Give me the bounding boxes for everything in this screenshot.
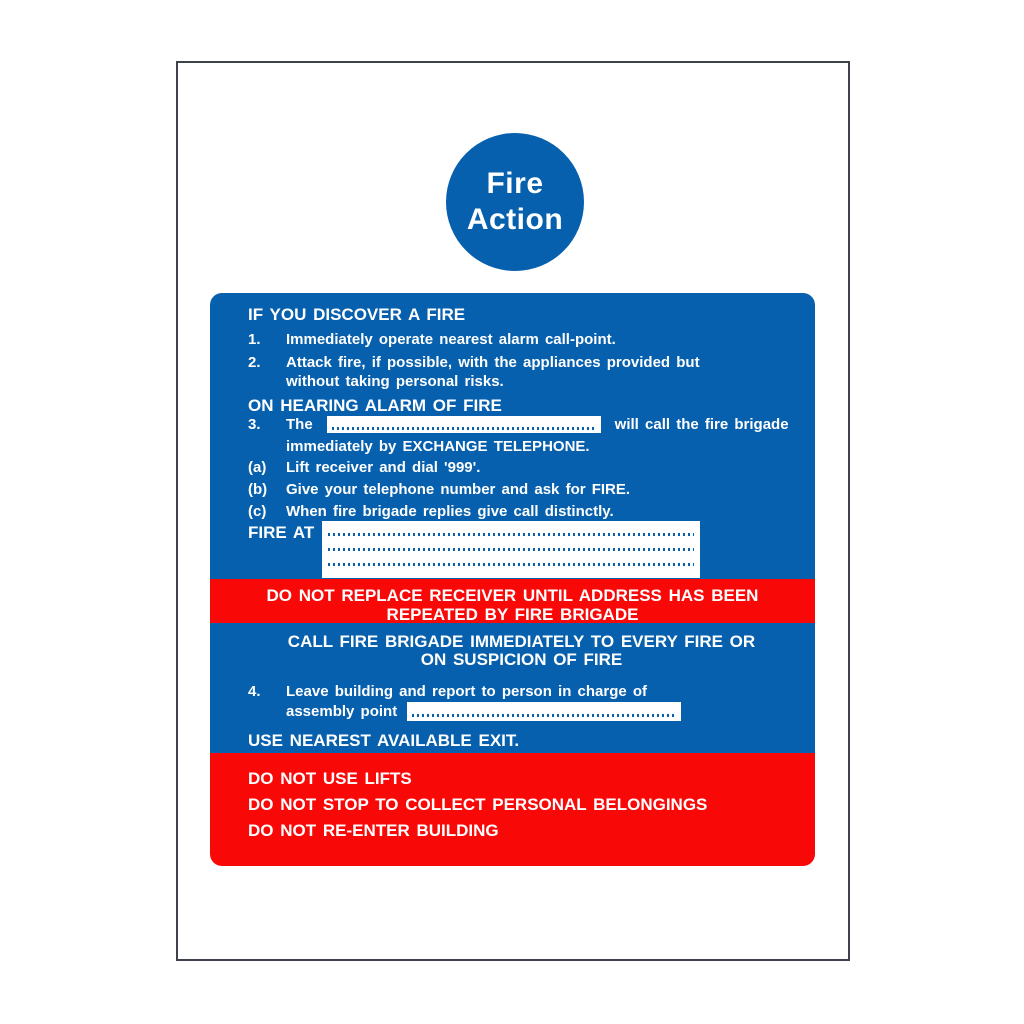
call-brigade-heading: CALL FIRE BRIGADE IMMEDIATELY TO EVERY FIRE OR ON SUSPICION OF FIRE [287,632,756,669]
fire-at-label: FIRE AT [248,523,315,542]
instruction-3b [248,480,795,499]
instruction-3c [248,502,795,521]
prohibition-reenter: DO NOT RE-ENTER BUILDING [248,821,499,840]
item-number: 3. [248,416,261,433]
discover-fire-panel [210,293,815,579]
instruction-3 [248,415,795,456]
item-text: Lift receiver and dial '999'. [286,459,481,476]
instruction-1 [248,330,795,349]
instruction-4 [248,682,795,721]
fire-action-badge [446,133,584,271]
item-number: 4. [248,683,261,700]
item-text: Give your telephone number and ask for FIRE. [286,481,631,498]
item-text: Immediately operate nearest alarm call-point. [286,331,616,348]
badge-line1: Fire [486,167,544,200]
item-number: 1. [248,331,261,348]
item-number: 2. [248,354,261,371]
write-in-field-assembly-point [407,702,681,721]
write-in-field-responsible-person [327,416,601,433]
call-brigade-panel [210,623,815,753]
write-in-field-fire-address [322,521,700,578]
prohibition-lifts: DO NOT USE LIFTS [248,769,412,788]
badge-line2: Action [466,203,564,236]
instruction-3a [248,458,795,477]
prohibition-belongings: DO NOT STOP TO COLLECT PERSONAL BELONGINGS [248,795,708,814]
item-text: When fire brigade replies give call distinctly. [286,503,614,520]
item-number: (c) [248,503,267,520]
hearing-heading: ON HEARING ALARM OF FIRE [248,396,502,415]
item-number: (a) [248,459,267,476]
instruction-2 [248,353,795,391]
item-number: (b) [248,481,268,498]
fire-at-row [248,521,795,578]
item-text: Leave building and report to person in charge of assembly point [286,682,795,721]
fire-action-notice [210,293,815,866]
item-text: The will call the fire brigade immediately by EXCHANGE TELEPHONE. [286,416,789,455]
prohibitions-panel [210,753,815,866]
item-text: Attack fire, if possible, with the appliances provided but without taking personal risks. [286,354,700,390]
receiver-warning-band [210,579,815,623]
discover-heading: IF YOU DISCOVER A FIRE [248,305,466,324]
warning-text: DO NOT REPLACE RECEIVER UNTIL ADDRESS HAS BEEN REPEATED BY FIRE BRIGADE [266,586,759,624]
exit-heading: USE NEAREST AVAILABLE EXIT. [248,731,520,750]
